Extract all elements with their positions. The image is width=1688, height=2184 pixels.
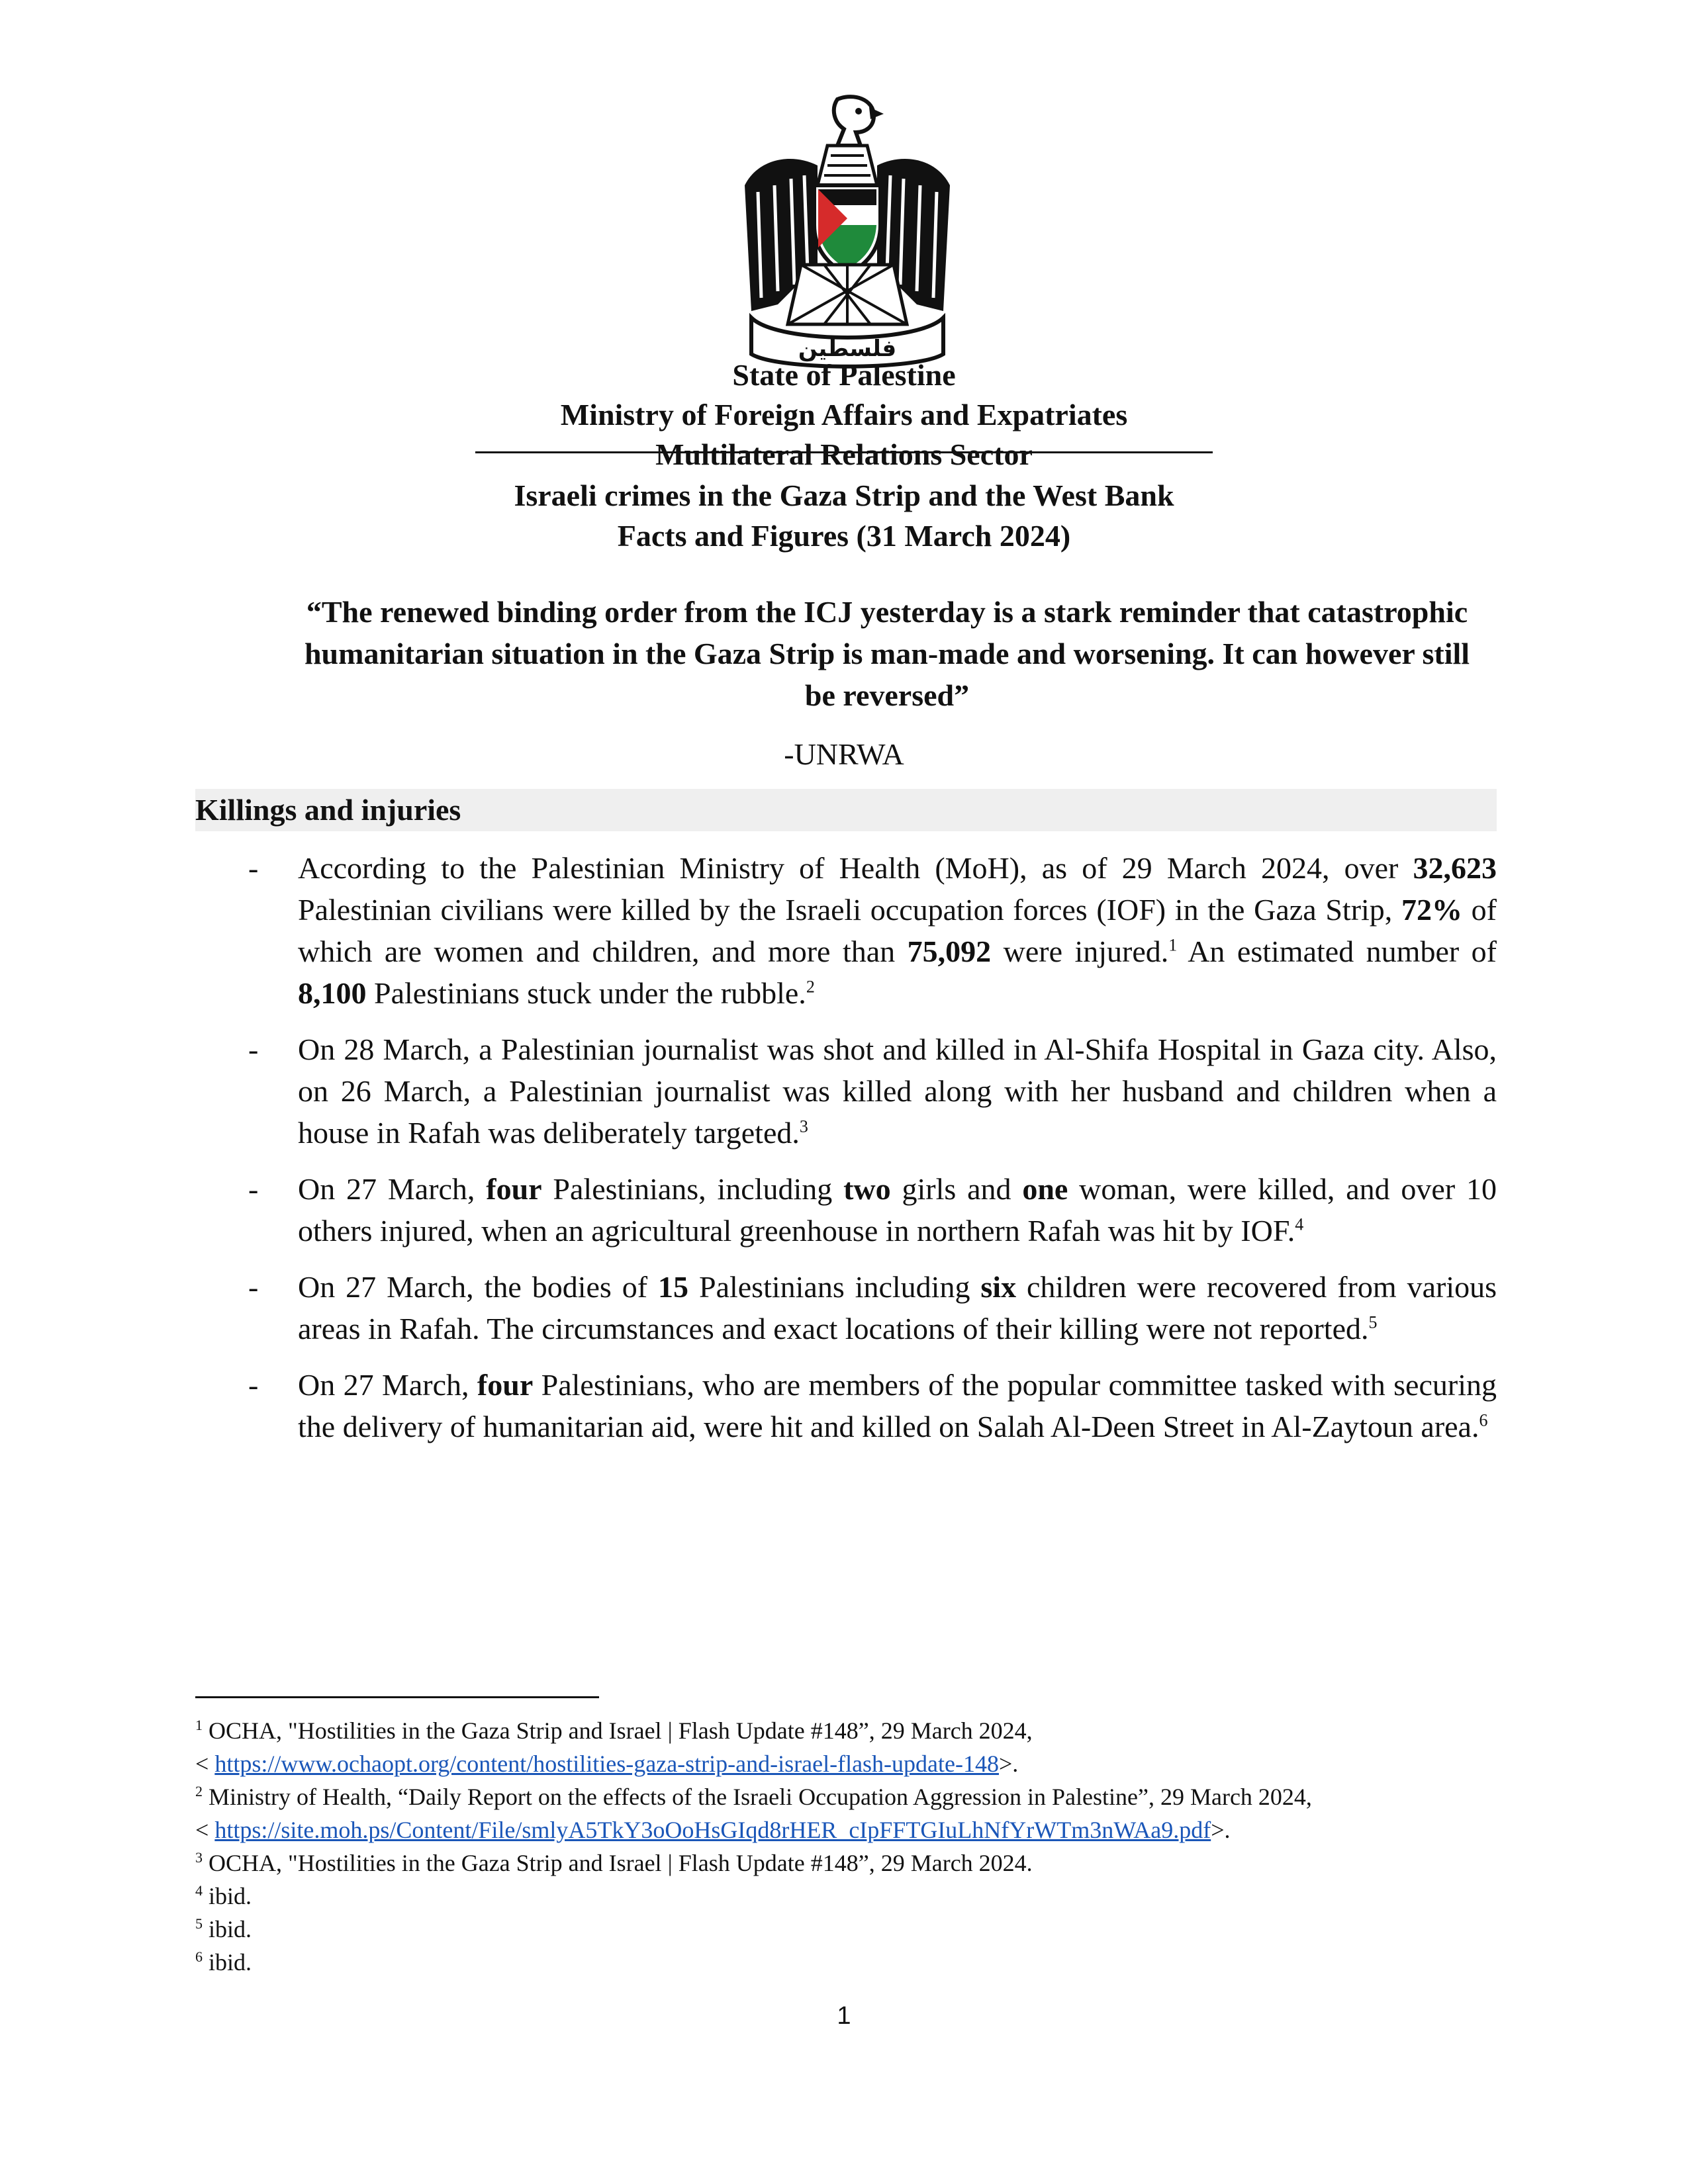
palestine-eagle-emblem-icon <box>738 93 957 371</box>
footnote: $^1$ OCHA, "Hostilities in the Gaza Strip and Israel | Flash Update #148”, 29 March 2024, <box>195 1717 1033 1744</box>
footnote-ref[interactable]: 1 <box>1168 935 1178 955</box>
report-subject: Israeli crimes in the Gaza Strip and the West Bank <box>514 478 1174 512</box>
footnote-ref[interactable]: 3 <box>799 1116 808 1136</box>
list-item: - On 28 March, a Palestinian journalist was shot and killed in Al-Shifa Hospital in Gaza city. Also, on 26 March, a Palestinian journalist was killed along with her husband and children when a house in Rafah was deliberately targeted.$^3$ <box>248 1032 1497 1150</box>
footnote-divider <box>195 1696 599 1698</box>
footnote-ref[interactable]: 6 <box>1479 1410 1488 1430</box>
list-item: - On 27 March, four Palestinians, including two girls and one woman, were killed, and over 10 others injured, when an agricultural greenhouse in northern Rafah was hit by IOF.$^4$ <box>248 1172 1497 1248</box>
quote-attribution: -UNRWA <box>784 737 904 771</box>
footnote-ref[interactable]: 5 <box>1368 1312 1378 1332</box>
state-title: State of Palestine <box>732 358 956 392</box>
list-item: - According to the Palestinian Ministry of Health (MoH), as of 29 March 2024, over 32,623 Palestinian civilians were killed by the Israeli occupation forces (IOF) in the Gaza Strip, 72% of which are women and children, and more than 75,092 were injured.$^1$ An estimated number of 8,100 Palestinians stuck under the rubble.$^2$ <box>248 851 1497 1010</box>
footnote-ref[interactable]: 4 <box>1295 1214 1304 1234</box>
footnote-link-line: < https://site.moh.ps/Content/File/smlyA5TkY3oOoHsGIqd8rHER_cIpFFTGIuLhNfYrWTm3nWAa9.pdf>. <box>195 1817 1231 1843</box>
footnote-link[interactable]: https://www.ochaopt.org/content/hostilities-gaza-strip-and-israel-flash-update-148 <box>214 1751 999 1777</box>
footnote: $^2$ Ministry of Health, “Daily Report on the effects of the Israeli Occupation Aggression in Palestine”, 29 March 2024, <box>195 1783 1312 1810</box>
footnote: $^3$ OCHA, "Hostilities in the Gaza Strip and Israel | Flash Update #148”, 29 March 2024. <box>195 1849 1033 1876</box>
footnote: $^5$ ibid. <box>195 1915 252 1942</box>
sector-title: Multilateral Relations Sector <box>655 437 1033 471</box>
footnote: $^6$ ibid. <box>195 1948 252 1976</box>
footnotes <box>195 1714 1497 1979</box>
report-date: Facts and Figures (31 March 2024) <box>617 519 1071 553</box>
section-heading <box>195 789 1497 831</box>
emblem-inscription: فلسطين <box>798 336 897 362</box>
bullet-list <box>195 847 1497 1462</box>
footnote-link-line: < https://www.ochaopt.org/content/hostilities-gaza-strip-and-israel-flash-update-148>. <box>195 1751 1019 1777</box>
footnote-link[interactable]: https://site.moh.ps/Content/File/smlyA5TkY3oOoHsGIqd8rHER_cIpFFTGIuLhNfYrWTm3nWAa9.pdf <box>214 1817 1211 1843</box>
list-item: - On 27 March, the bodies of 15 Palestinians including six children were recovered from various areas in Rafah. The circumstances and exact locations of their killing were not reported.$^5$ <box>248 1270 1497 1345</box>
ministry-title: Ministry of Foreign Affairs and Expatriates <box>560 398 1128 432</box>
footnote-ref[interactable]: 2 <box>806 977 815 997</box>
footnote: $^4$ ibid. <box>195 1882 252 1909</box>
unrwa-quote: “The renewed binding order from the ICJ yesterday is a stark reminder that catastrophic humanitarian situation in the Gaza Strip is man-made and worsening. It can however still be reversed” <box>304 595 1470 712</box>
section-title: Killings and injuries <box>195 793 461 827</box>
page-number: 1 <box>837 2002 851 2030</box>
list-item: - On 27 March, four Palestinians, who are members of the popular committee tasked with securing the delivery of humanitarian aid, were hit and killed on Salah Al-Deen Street in Al-Zaytoun area.$^6$ <box>248 1368 1497 1443</box>
